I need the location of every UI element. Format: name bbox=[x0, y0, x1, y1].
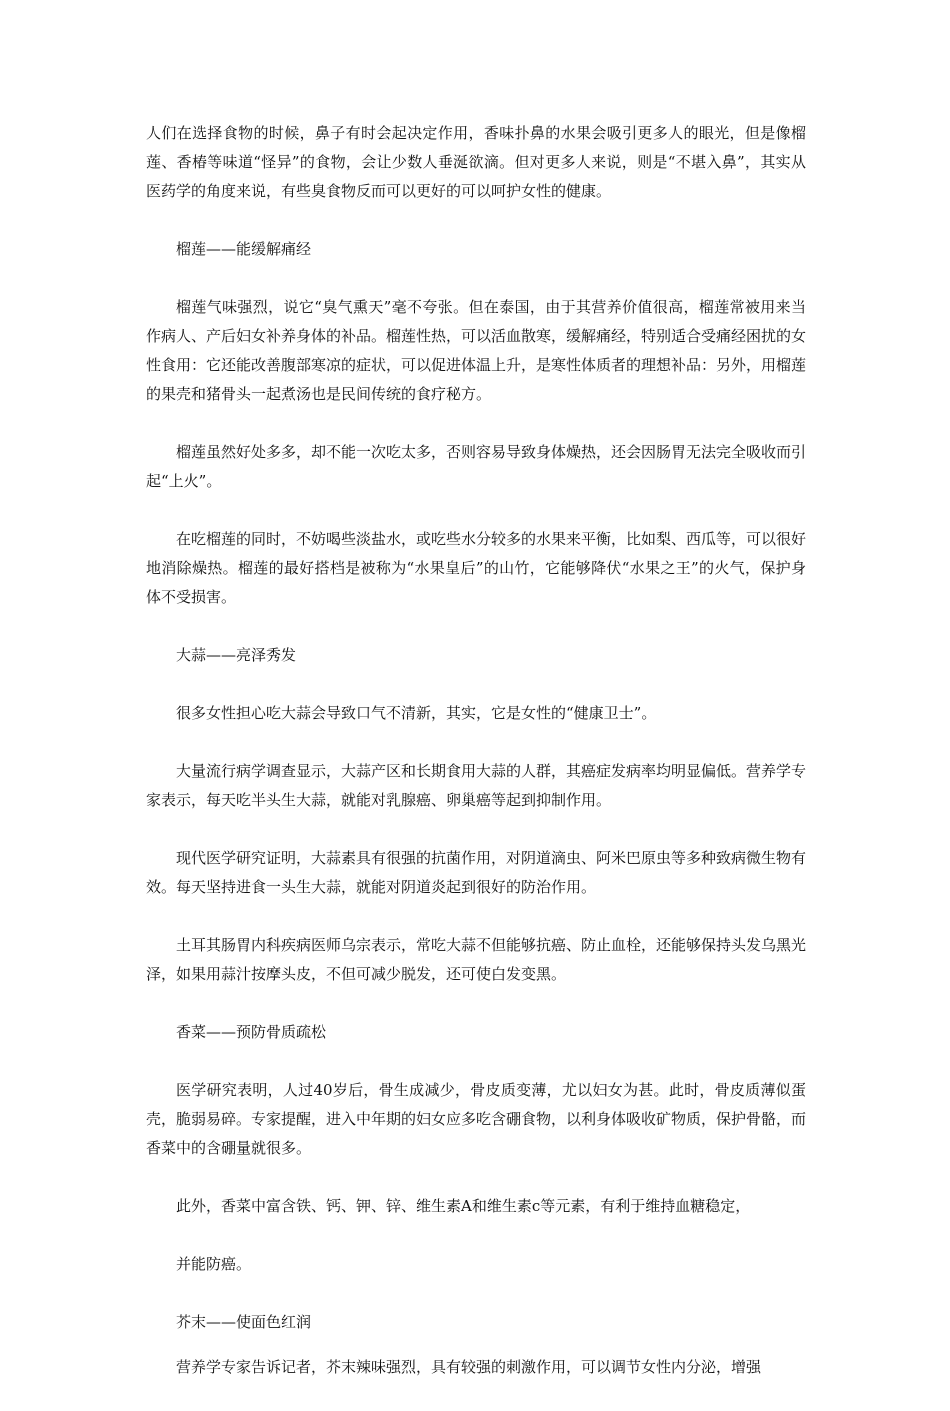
section-heading-durian: 榴莲——能缓解痛经 bbox=[176, 240, 312, 258]
body-paragraph: 现代医学研究证明，大蒜素具有很强的抗菌作用，对阴道滴虫、阿米巴原虫等多种致病微生物有效。每天坚持进食一头生大蒜，就能对阴道炎起到很好的防治作用。 bbox=[146, 849, 807, 896]
body-paragraph: 并能防癌。 bbox=[176, 1255, 252, 1273]
body-paragraph: 医学研究表明，人过40岁后，骨生成减少，骨皮质变薄，尤以妇女为甚。此时，骨皮质薄似蛋壳，脆弱易碎。专家提醒，进入中年期的妇女应多吃含硼食物，以利身体吸收矿物质，保护骨骼，而香菜中的含硼量就很多。 bbox=[146, 1081, 807, 1157]
intro-paragraph: 人们在选择食物的时候，鼻子有时会起决定作用，香味扑鼻的水果会吸引更多人的眼光，但是像榴莲、香椿等味道“怪异”的食物，会让少数人垂涎欲滴。但对更多人来说，则是“不堪入鼻”，其实从医药学的角度来说，有些臭食物反而可以更好的可以呵护女性的健康。 bbox=[146, 124, 806, 200]
section-heading-garlic: 大蒜——亮泽秀发 bbox=[176, 646, 297, 664]
body-paragraph: 大量流行病学调查显示，大蒜产区和长期食用大蒜的人群，其癌症发病率均明显偏低。营养学专家表示，每天吃半头生大蒜，就能对乳腺癌、卵巢癌等起到抑制作用。 bbox=[146, 762, 807, 809]
body-paragraph: 在吃榴莲的同时，不妨喝些淡盐水，或吃些水分较多的水果来平衡，比如梨、西瓜等，可以很好地消除燥热。榴莲的最好搭档是被称为“水果皇后”的山竹，它能够降伏“水果之王”的火气，保护身体不受损害。 bbox=[146, 530, 807, 606]
body-paragraph: 很多女性担心吃大蒜会导致口气不清新，其实，它是女性的“健康卫士”。 bbox=[176, 704, 657, 722]
body-paragraph: 榴莲虽然好处多多，却不能一次吃太多，否则容易导致身体燥热，还会因肠胃无法完全吸收而引起“上火”。 bbox=[146, 443, 807, 490]
body-paragraph: 土耳其肠胃内科疾病医师乌宗表示，常吃大蒜不但能够抗癌、防止血栓，还能够保持头发乌黑光泽，如果用蒜汁按摩头皮，不但可减少脱发，还可使白发变黑。 bbox=[146, 936, 807, 983]
body-paragraph: 此外，香菜中富含铁、钙、钾、锌、维生素A和维生素c等元素，有利于维持血糖稳定， bbox=[176, 1197, 751, 1215]
section-heading-mustard: 芥末——使面色红润 bbox=[176, 1313, 312, 1331]
section-heading-coriander: 香菜——预防骨质疏松 bbox=[176, 1023, 327, 1041]
document-body bbox=[146, 119, 806, 1411]
body-paragraph: 营养学专家告诉记者，芥末辣味强烈，具有较强的刺激作用，可以调节女性内分泌，增强 bbox=[176, 1358, 762, 1376]
body-paragraph: 榴莲气味强烈，说它“臭气熏天”毫不夸张。但在泰国，由于其营养价值很高，榴莲常被用来当作病人、产后妇女补养身体的补品。榴莲性热，可以活血散寒，缓解痛经，特别适合受痛经困扰的女性食用：它还能改善腹部寒凉的症状，可以促进体温上升，是寒性体质者的理想补品：另外，用榴莲的果壳和猪骨头一起煮汤也是民间传统的食疗秘方。 bbox=[146, 298, 807, 403]
